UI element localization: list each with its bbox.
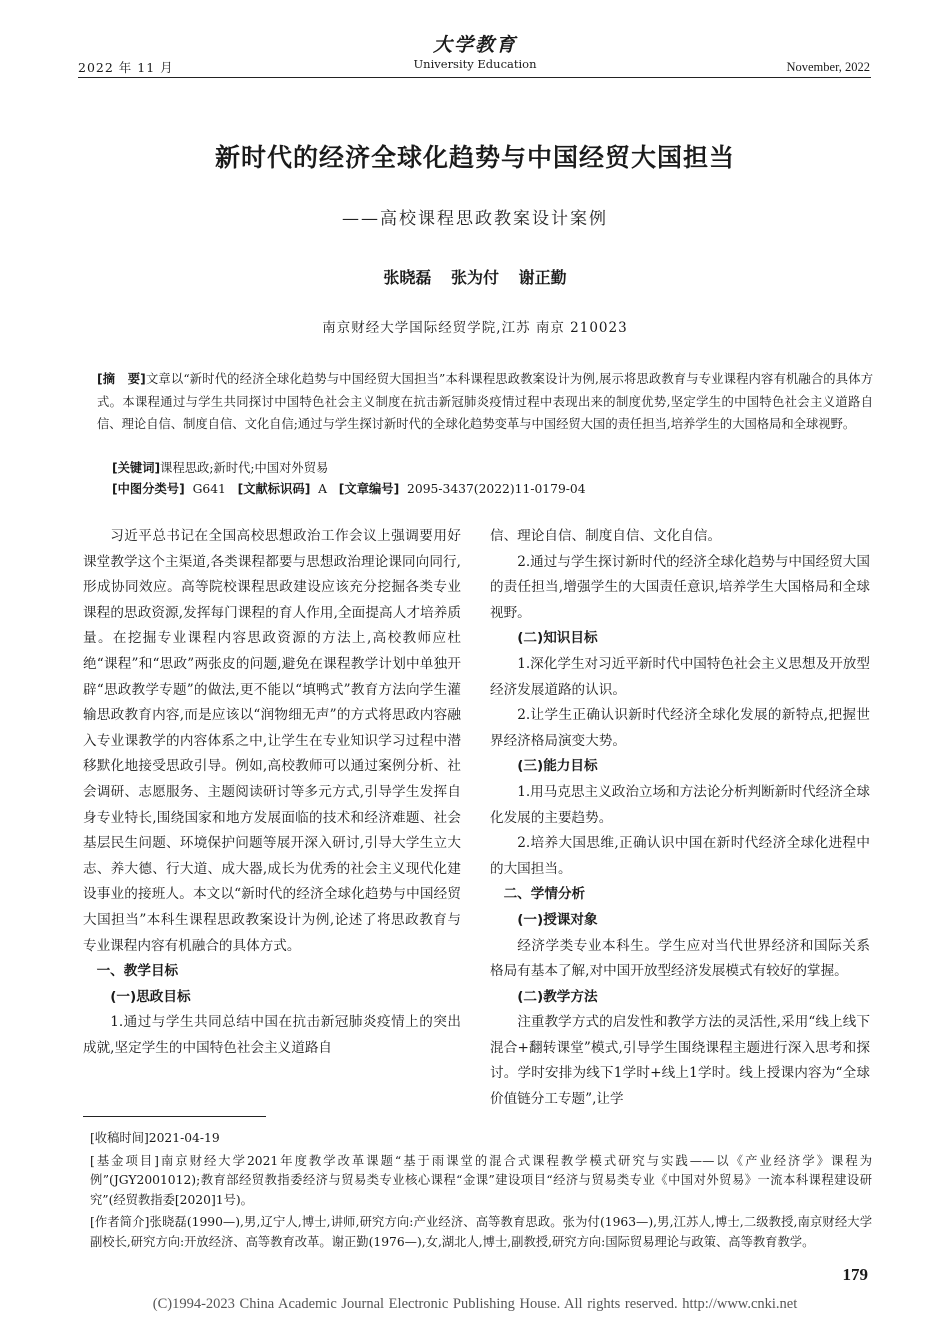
class-label: [中图分类号] — [112, 482, 185, 496]
footnote-authors: [作者简介]张晓磊(1990—),男,辽宁人,博士,讲师,研究方向:产业经济、高等教育思政。张为付(1963—),男,江苏人,博士,二级教授,南京财经大学副校长,研究方向:开放经济、高等教育改革。谢正勤(1976—),女,湖北人,博士,副教授,研究方向:国际贸易理论与政策、高等教育教学。 — [90, 1215, 872, 1249]
keywords — [112, 458, 328, 476]
header-date-en: November, 2022 — [786, 60, 870, 74]
body-paragraph: 注重教学方式的启发性和教学方法的灵活性,采用“线上线下混合+翻转课堂”模式,引导学生围绕课程主题进行深入思考和探讨。学时安排为线下1学时+线上1学时。线上授课内容为“全球价值链分工专题”,让学 — [490, 1014, 870, 1108]
subsection-heading: (三)能力目标 — [517, 758, 598, 775]
article-authors: 张晓磊 张为付 谢正勤 — [383, 268, 567, 287]
body-paragraph: 1.通过与学生共同总结中国在抗击新冠肺炎疫情上的突出成就,坚定学生的中国特色社会主义道路自 — [83, 1014, 461, 1056]
section-heading-1: 一、教学目标 — [96, 963, 179, 980]
subsection-heading: (一)思政目标 — [110, 988, 191, 1005]
doc-code-value: A — [318, 482, 328, 496]
body-paragraph: 2.通过与学生探讨新时代的经济全球化趋势与中国经贸大国的责任担当,增强学生的大国责任意识,培养学生大国格局和全球视野。 — [490, 553, 870, 621]
header-divider — [78, 77, 871, 78]
body-column-right — [490, 524, 870, 1113]
article-title: 新时代的经济全球化趋势与中国经贸大国担当 — [214, 143, 735, 172]
journal-name-cn: 大学教育 — [432, 34, 517, 56]
copyright-footer: (C)1994-2023 China Academic Journal Electronic Publishing House. All rights reserved. http://www.cnki.net — [152, 1296, 798, 1312]
article-id-value: 2095-3437(2022)11-0179-04 — [407, 482, 586, 496]
body-paragraph: 2.培养大国思维,正确认识中国在新时代经济全球化进程中的大国担当。 — [490, 835, 870, 877]
author-affiliation: 南京财经大学国际经贸学院,江苏 南京 210023 — [322, 320, 628, 336]
body-paragraph: 2.让学生正确认识新时代经济全球化发展的新特点,把握世界经济格局演变大势。 — [490, 707, 870, 749]
journal-name-en: University Education — [413, 57, 537, 71]
intro-paragraph: 习近平总书记在全国高校思想政治工作会议上强调要用好课堂教学这个主渠道,各类课程都要与思想政治理论课同向同行,形成协同效应。高等院校课程思政建设应该充分挖掘各类专业课程的思政资源,发挥每门课程的育人作用,全面提高人才培养质量。在挖掘专业课程内容思政资源的方法上,高校教师应杜绝“课程”和“思政”两张皮的问题,避免在课程教学计划中单独开辟“思政教学专题”的做法,更不能以“填鸭式”教育方法向学生灌输思政教育内容,而是应该以“润物细无声”的方式将思政内容融入专业课教学的内容体系之中,让学生在专业知识学习过程中潜移默化地接受思政引导。例如,高校教师可以通过案例分析、社会调研、志愿服务、主题阅读研讨等多元方式,引导学生发挥自身专业特长,围绕国家和地方发展面临的技术和经济难题、社会基层民生问题、环境保护问题等展开深入研讨,引导大学生立大志、养大德、行大道、成大器,成长为优秀的社会主义现代化建设事业的接班人。本文以“新时代的经济全球化趋势与中国经贸大国担当”本科生课程思政教案设计为例,论述了将思政教育与专业课程内容有机融合的具体方式。 — [83, 528, 461, 954]
subsection-heading: (二)教学方法 — [517, 988, 598, 1005]
keywords-text: 课程思政;新时代;中国对外贸易 — [160, 461, 329, 475]
article-subtitle: ——高校课程思政教案设计案例 — [342, 209, 608, 229]
doc-code-label: [文献标识码] — [237, 482, 311, 496]
page-number: 179 — [842, 1265, 868, 1284]
body-paragraph: 1.深化学生对习近平新时代中国特色社会主义思想及开放型经济发展道路的认识。 — [490, 655, 870, 698]
body-column-left — [83, 524, 461, 1061]
abstract — [97, 368, 873, 436]
abstract-label: [摘 要] — [97, 372, 146, 386]
classification-line — [112, 479, 586, 497]
footnote-fund: [基金项目]南京财经大学2021年度教学改革课题“基于雨课堂的混合式课程教学模式研究与实践——以《产业经济学》课程为例”(JGY2001012);教育部经贸教指委经济与贸易类专业核心课程“金课”建设项目“经济与贸易类专业《中国对外贸易》一流本科课程建设研究”(经贸教指委[2020]1号)。 — [90, 1153, 872, 1207]
class-value: G641 — [192, 482, 226, 496]
body-paragraph: 1.用马克思主义政治立场和方法论分析判断新时代经济全球化发展的主要趋势。 — [490, 783, 870, 826]
abstract-text: 文章以“新时代的经济全球化趋势与中国经贸大国担当”本科课程思政教案设计为例,展示将思政教育与专业课程内容有机融合的具体方式。本课程通过与学生共同探讨中国特色社会主义制度在抗击新冠肺炎疫情过程中表现出来的制度优势,坚定学生的中国特色社会主义道路自信、理论自信、制度自信、文化自信;通过与学生探讨新时代的全球化趋势变革与中国经贸大国的责任担当,培养学生的大国格局和全球视野。 — [97, 372, 873, 432]
header-date-cn: 2022 年 11 月 — [78, 60, 174, 75]
subsection-heading: (二)知识目标 — [517, 630, 598, 647]
article-id-label: [文章编号] — [338, 482, 400, 496]
subsection-heading: (一)授课对象 — [517, 911, 598, 928]
footnote-received: [收稿时间]2021-04-19 — [90, 1131, 220, 1145]
keywords-label: [关键词] — [112, 461, 161, 475]
footnote-divider — [83, 1116, 266, 1117]
section-heading-2: 二、学情分析 — [503, 886, 586, 903]
body-paragraph: 经济学类专业本科生。学生应对当代世界经济和国际关系格局有基本了解,对中国开放型经济发展模式有较好的掌握。 — [490, 937, 870, 980]
footnotes — [90, 1129, 872, 1256]
body-paragraph-continued: 信、理论自信、制度自信、文化自信。 — [490, 528, 722, 544]
